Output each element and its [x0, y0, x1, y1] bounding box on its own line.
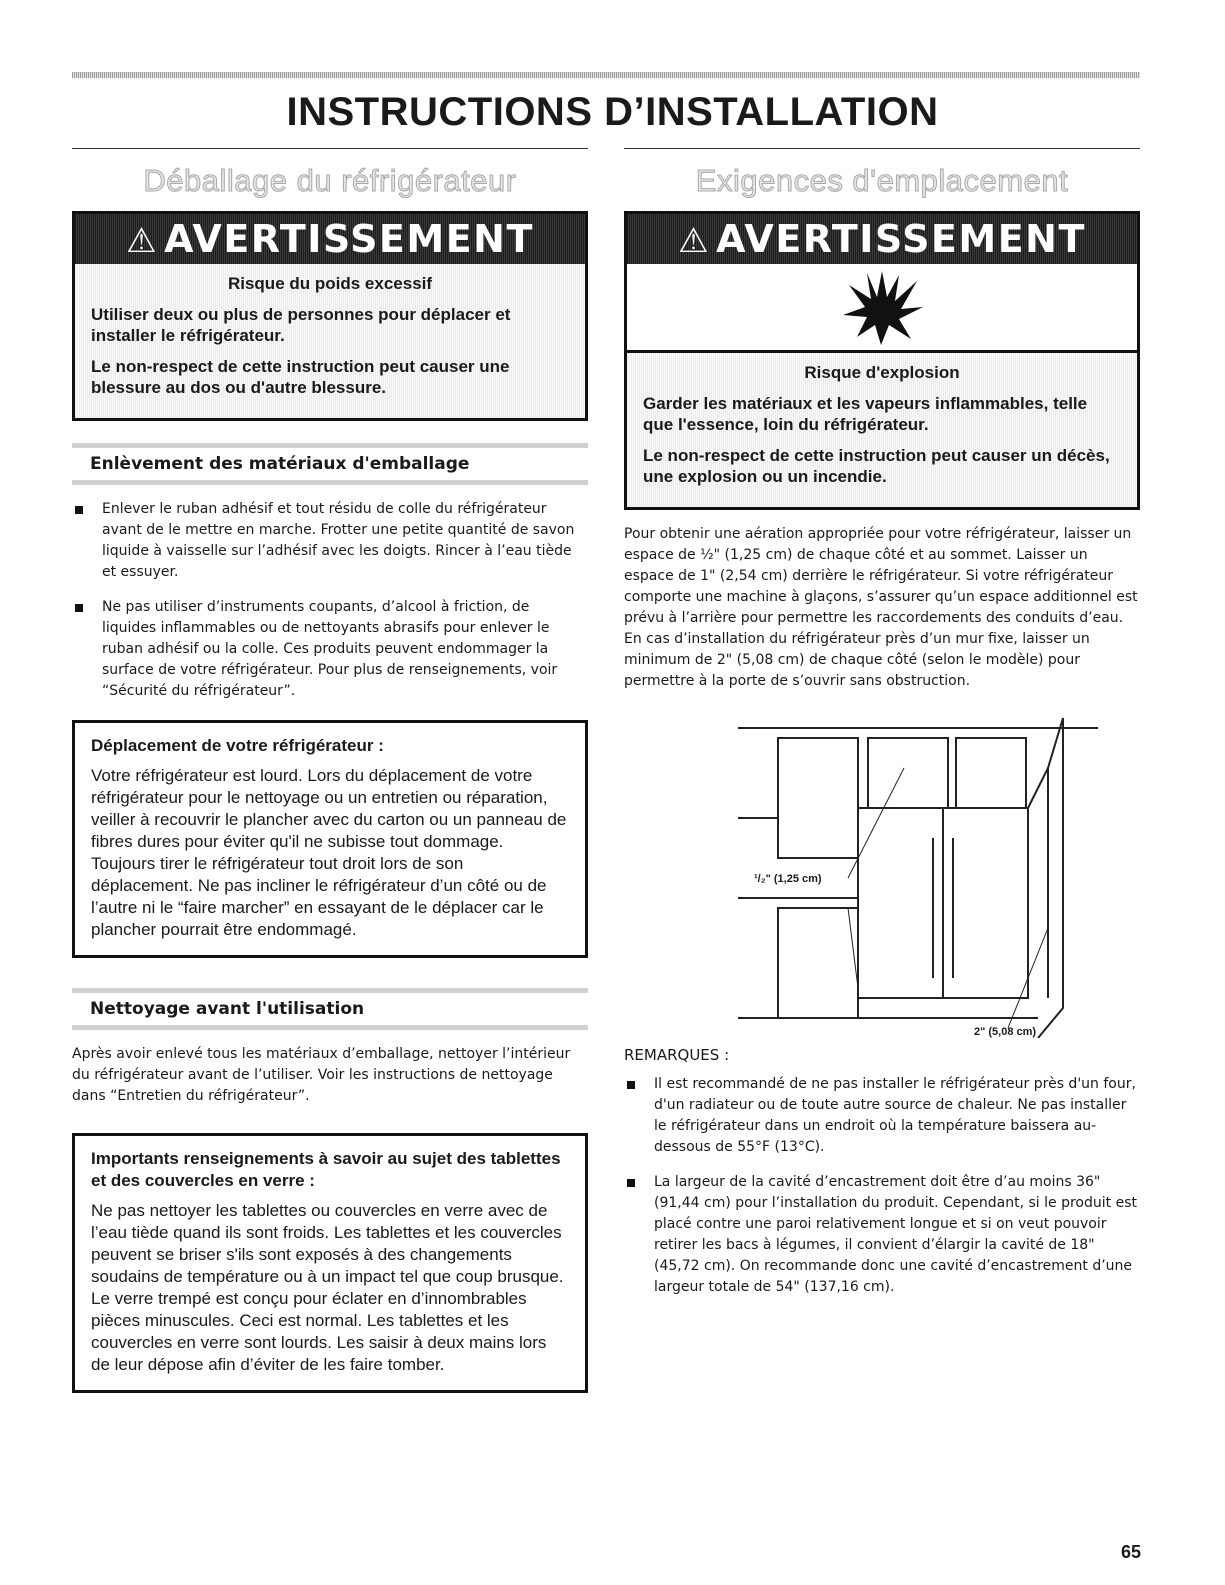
removal-heading: Enlèvement des matériaux d'emballage [72, 443, 588, 485]
moving-info-title: Déplacement de votre réfrigérateur : [91, 736, 384, 755]
list-item: La largeur de la cavité d’encastrement doit être d’au moins 36" (91,44 cm) pour l’installation du produit. Cependant, si le produit est placé contre une paroi relativement longue et si on veut pouvoir retirer les bacs à légumes, il convient d’élargir la cavité de 18" (45,72 cm). On recommande donc une cavité d’encastrement d’une largeur totale de 54" (137,16 cm). [624, 1172, 1140, 1298]
cleaning-heading: Nettoyage avant l'utilisation [72, 988, 588, 1030]
notes-heading: REMARQUES : [624, 1046, 730, 1064]
glass-info-box [72, 1133, 588, 1393]
top-decorative-rule [72, 72, 1140, 78]
explosion-warning-box [624, 211, 1140, 510]
half-inch-clearance-label: ¹/₂" (1,25 cm) [754, 873, 822, 885]
explosion-symbol-area [627, 264, 1137, 353]
glass-info-text: Ne pas nettoyer les tablettes ou couvercles en verre avec de l’eau tiède quand ils sont froids. Les tablettes et les couvercles peuvent se briser s'ils sont exposés à des changements soudains de température ou à un impact tel que coup brusque. Le verre trempé est conçu pour éclater en d’innombrables pièces minuscules. Ceci est normal. Les tablettes et les couvercles en verre sont lourds. Les saisir à deux mains lors de leur dépose afin d’éviter de les faire tomber. [91, 1201, 564, 1374]
warning-title: Risque d'explosion [804, 363, 960, 382]
warning-consequence: Le non-respect de cette instruction peut causer un décès, une explosion ou un incendie. [643, 446, 1110, 486]
warning-triangle-icon: ⚠ [126, 221, 159, 261]
warning-body [75, 264, 585, 418]
warning-body [627, 353, 1137, 507]
section-heading-location: Exigences d'emplacement [695, 163, 1069, 198]
page-title: INSTRUCTIONS D’INSTALLATION [286, 90, 939, 134]
weight-warning-box [72, 211, 588, 421]
ventilation-text: Pour obtenir une aération appropriée pour votre réfrigérateur, laisser un espace de ½" (1,25 cm) de chaque côté et au sommet. Laisser un espace de 1" (2,54 cm) derrière le réfrigérateur. Si votre réfrigérateur comporte une machine à glaçons, s’assurer qu’un espace additionnel est prévu à l’arrière pour permettre les raccordements des conduits d’eau. En cas d’installation du réfrigérateur près d’un mur fixe, laisser un minimum de 2" (5,08 cm) de chaque côté (selon le modèle) pour permettre à la porte de s’ouvrir sans obstruction. [624, 526, 1138, 689]
two-inch-clearance-label: 2" (5,08 cm) [974, 1026, 1037, 1038]
warning-instruction: Garder les matériaux et les vapeurs inflammables, telle que l'essence, loin du réfrigérateur. [643, 394, 1088, 434]
right-column [624, 148, 1140, 1312]
warning-consequence: Le non-respect de cette instruction peut causer une blessure au dos ou d'autre blessure. [91, 357, 510, 397]
explosion-icon [837, 267, 927, 347]
list-item: Enlever le ruban adhésif et tout résidu de colle du réfrigérateur avant de le mettre en marche. Frotter une petite quantité de savon liquide à vaisselle sur l’adhésif avec les doigts. Rincer à l’eau tiède et essuyer. [72, 499, 588, 583]
warning-title: Risque du poids excessif [227, 274, 433, 293]
left-column [72, 148, 588, 1393]
warning-banner [627, 214, 1137, 264]
section-heading-unpacking: Déballage du réfrigérateur [143, 163, 517, 198]
list-item: Il est recommandé de ne pas installer le réfrigérateur près d'un four, d'un radiateur ou de toute autre source de chaleur. Ne pas installer le réfrigérateur dans un endroit où la température baissera au-dessous de 55°F (13°C). [624, 1074, 1140, 1158]
installation-diagram [718, 708, 1138, 1038]
removal-list [72, 499, 588, 702]
cleaning-text: Après avoir enlevé tous les matériaux d’emballage, nettoyer l’intérieur du réfrigérateur avant de l’utiliser. Voir les instructions de nettoyage dans “Entretien du réfrigérateur”. [72, 1046, 571, 1104]
warning-triangle-icon: ⚠ [678, 221, 711, 261]
notes-list [624, 1074, 1140, 1298]
column-rule [72, 148, 588, 149]
glass-info-title: Importants renseignements à savoir au sujet des tablettes et des couvercles en verre : [91, 1149, 561, 1190]
page-number: 65 [1120, 1542, 1141, 1562]
warning-instruction: Utiliser deux ou plus de personnes pour déplacer et installer le réfrigérateur. [91, 305, 511, 345]
warning-banner-text: AVERTISSEMENT [164, 217, 534, 261]
list-item: Ne pas utiliser d’instruments coupants, d’alcool à friction, de liquides inflammables ou de nettoyants abrasifs pour enlever le ruban adhésif ou la colle. Ces produits peuvent endommager la surface de votre réfrigérateur. Pour plus de renseignements, voir “Sécurité du réfrigérateur”. [72, 597, 588, 702]
moving-info-text: Votre réfrigérateur est lourd. Lors du déplacement de votre réfrigérateur pour le nettoyage ou un entretien ou réparation, veiller à recouvrir le plancher avec du carton ou un panneau de fibres dures pour éviter qu'il ne subisse tout dommage. Toujours tirer le réfrigérateur tout droit lors de son déplacement. Ne pas incliner le réfrigérateur d’un côté ou de l’autre ni le “faire marcher” en essayant de le déplacer car le plancher pourrait être endommagé. [91, 766, 567, 939]
moving-info-box [72, 720, 588, 958]
warning-banner-text: AVERTISSEMENT [716, 217, 1086, 261]
column-rule [624, 148, 1140, 149]
warning-banner [75, 214, 585, 264]
